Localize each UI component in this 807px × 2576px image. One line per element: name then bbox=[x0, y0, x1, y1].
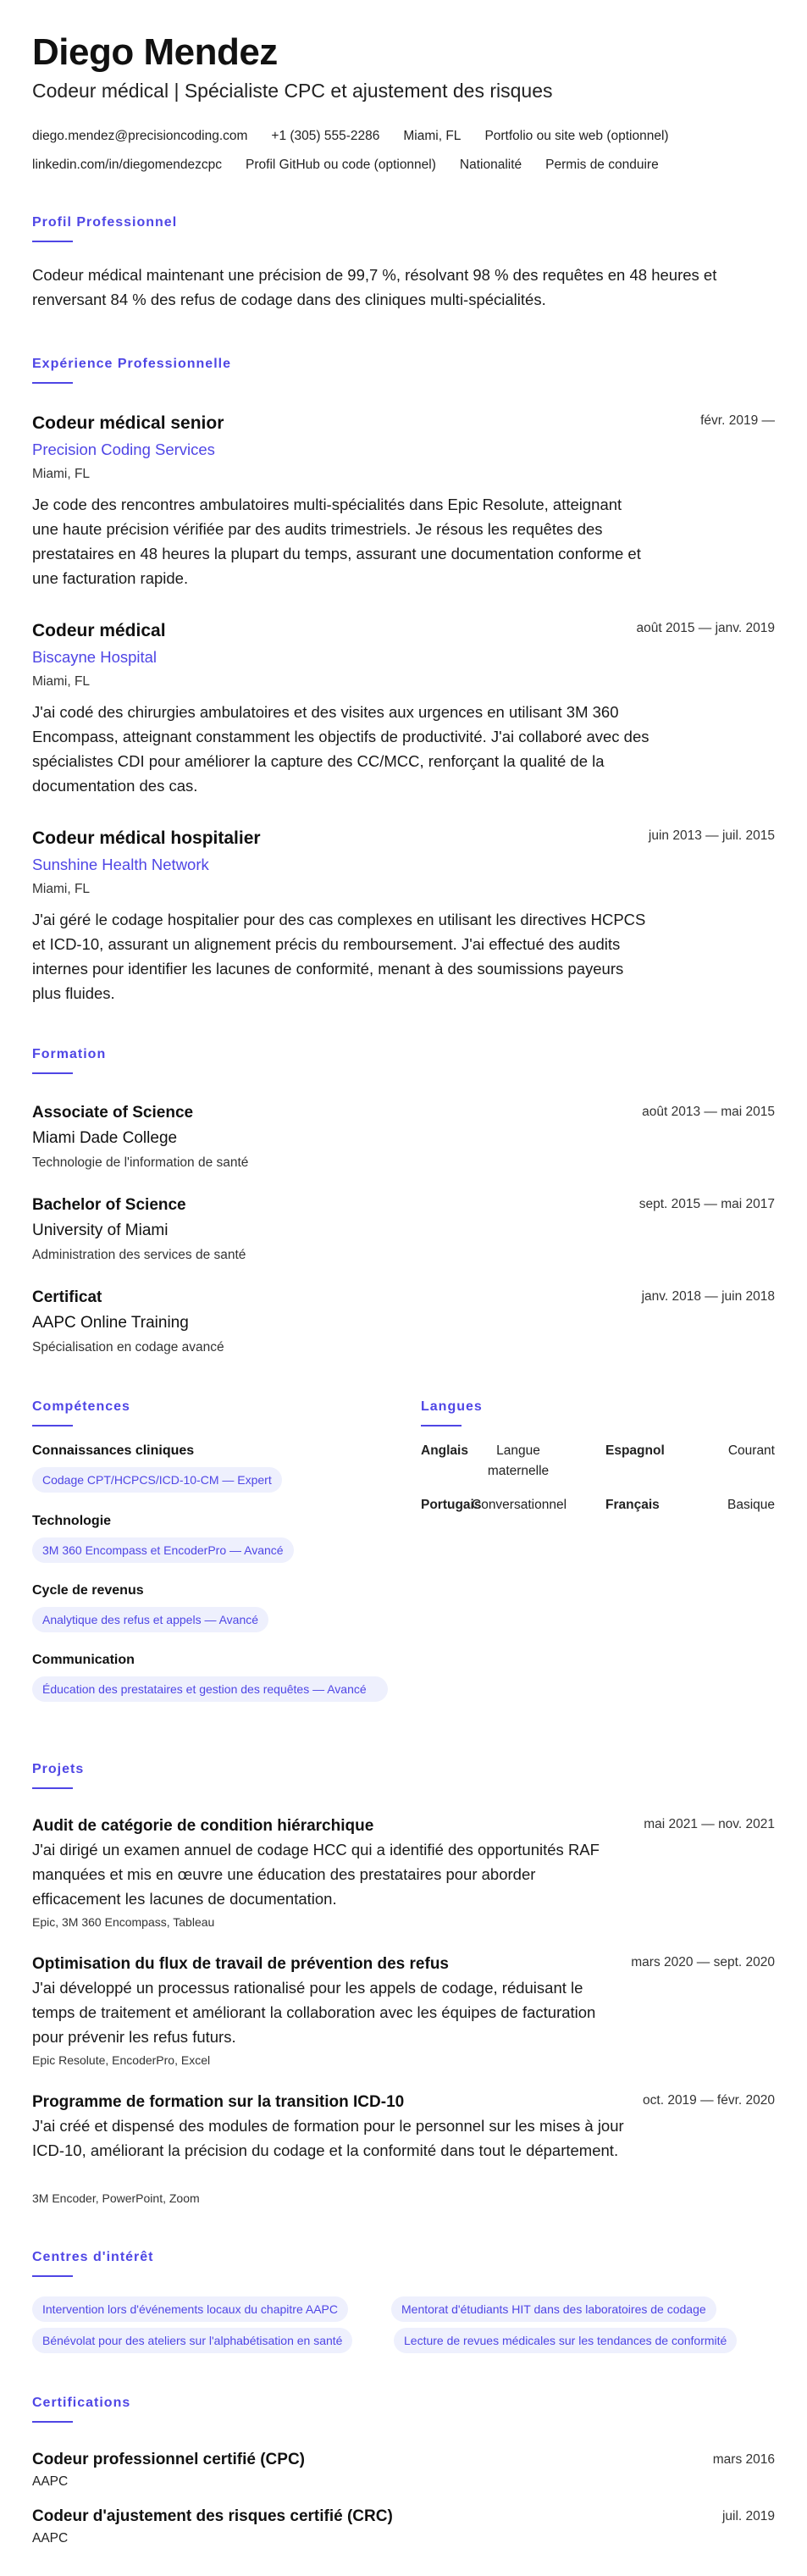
profile-summary: Codeur médical maintenant une précision de 99,7 %, résolvant 98 % des requêtes en 48 heures et renversant 84 % des refus de codage dans des cliniques multi-spécialités. bbox=[32, 266, 717, 308]
skill-category: Technologie bbox=[32, 1514, 112, 1528]
language-name: Portugais bbox=[421, 1498, 482, 1512]
contact-license: Permis de conduire bbox=[545, 158, 659, 172]
language-level: Conversationnel bbox=[472, 1498, 567, 1512]
languages-section-title: Langues bbox=[421, 1399, 483, 1414]
interest-tag: Bénévolat pour des ateliers sur l'alphabétisation en santé bbox=[32, 2328, 352, 2353]
projects-section-title: Projets bbox=[32, 1762, 85, 1776]
edu-field: Spécialisation en codage avancé bbox=[32, 1340, 224, 1354]
interests-section-title: Centres d'intérêt bbox=[32, 2250, 154, 2264]
section-divider bbox=[32, 2421, 73, 2423]
job-description: J'ai géré le codage hospitalier pour des cas complexes en utilisant les directives HCPCS et ICD-10, assurant un alignement précis du remboursement. J'ai effectué des audits internes pour identifier les lacunes de conformité, menant à des soumissions payeurs plus fluides. bbox=[32, 911, 646, 1002]
section-divider bbox=[32, 1425, 73, 1426]
project-title: Audit de catégorie de condition hiérarchique bbox=[32, 1817, 374, 1835]
candidate-headline: Codeur médical | Spécialiste CPC et ajustement des risques bbox=[32, 80, 553, 102]
cert-org: AAPC bbox=[32, 2474, 69, 2489]
edu-field: Technologie de l'information de santé bbox=[32, 1155, 249, 1170]
job-title: Codeur médical bbox=[32, 621, 166, 640]
job-date: juin 2013 — juil. 2015 bbox=[648, 828, 775, 843]
project-tools: Epic Resolute, EncoderPro, Excel bbox=[32, 2053, 211, 2067]
project-tools: 3M Encoder, PowerPoint, Zoom bbox=[32, 2191, 200, 2205]
cert-date: mars 2016 bbox=[712, 2452, 775, 2467]
contact-github[interactable]: Profil GitHub ou code (optionnel) bbox=[246, 158, 436, 172]
edu-date: sept. 2015 — mai 2017 bbox=[638, 1197, 775, 1211]
project-date: mars 2020 — sept. 2020 bbox=[631, 1955, 775, 1969]
language-name: Français bbox=[605, 1498, 660, 1512]
skill-tag: Codage CPT/HCPCS/ICD-10-CM — Expert bbox=[32, 1467, 282, 1493]
profile-section-title: Profil Professionnel bbox=[32, 215, 178, 230]
job-description: J'ai codé des chirurgies ambulatoires et des visites aux urgences en utilisant 3M 360 Encompass, atteignant constamment les objectifs de productivité. J'ai collaboré avec des spécialistes CDI pour améliorer la capture des CC/MCC, renforçant la qualité de la documentation des cas. bbox=[32, 703, 649, 795]
contact-nationality: Nationalité bbox=[459, 158, 522, 172]
contact-location: Miami, FL bbox=[403, 129, 462, 143]
cert-org: AAPC bbox=[32, 2531, 69, 2546]
education-section-title: Formation bbox=[32, 1047, 107, 1061]
section-divider bbox=[32, 1072, 73, 1074]
project-title: Programme de formation sur la transition ICD-10 bbox=[32, 2093, 405, 2111]
section-divider bbox=[32, 241, 73, 242]
skill-tag: Analytique des refus et appels — Avancé bbox=[32, 1607, 268, 1632]
skill-category: Communication bbox=[32, 1653, 135, 1667]
language-level: Basique bbox=[727, 1498, 775, 1512]
skill-tag: Éducation des prestataires et gestion des requêtes — Avancé bbox=[32, 1676, 388, 1702]
project-date: oct. 2019 — févr. 2020 bbox=[643, 2093, 775, 2108]
project-description: J'ai développé un processus rationalisé pour les appels de codage, réduisant le temps de traitement et améliorant la collaboration avec les équipes de facturation pour prévenir les refus futurs. bbox=[32, 1979, 596, 2046]
job-company: Biscayne Hospital bbox=[32, 648, 158, 666]
section-divider bbox=[421, 1425, 462, 1426]
job-company: Precision Coding Services bbox=[32, 440, 215, 458]
project-tools: Epic, 3M 360 Encompass, Tableau bbox=[32, 1915, 215, 1929]
interest-tag: Mentorat d'étudiants HIT dans des laboratoires de codage bbox=[391, 2296, 716, 2322]
experience-section-title: Expérience Professionnelle bbox=[32, 357, 231, 371]
edu-degree: Certificat bbox=[32, 1288, 102, 1306]
skills-section-title: Compétences bbox=[32, 1399, 130, 1414]
project-date: mai 2021 — nov. 2021 bbox=[644, 1817, 775, 1831]
candidate-name: Diego Mendez bbox=[32, 31, 278, 73]
edu-degree: Associate of Science bbox=[32, 1104, 194, 1122]
job-date: févr. 2019 — bbox=[700, 413, 775, 428]
edu-field: Administration des services de santé bbox=[32, 1248, 246, 1262]
section-divider bbox=[32, 2275, 73, 2277]
job-location: Miami, FL bbox=[32, 674, 91, 689]
job-description: Je code des rencontres ambulatoires multi-spécialités dans Epic Resolute, atteignant une haute précision vérifiée par des audits trimestriels. Je résous les requêtes des prestataires en 48 heures la plupart du temps, assurant une documentation conforme et une facturation rapide. bbox=[32, 496, 641, 587]
skill-category: Connaissances cliniques bbox=[32, 1443, 195, 1458]
language-level: Courant bbox=[727, 1443, 775, 1458]
contact-linkedin[interactable]: linkedin.com/in/diegomendezcpc bbox=[32, 158, 223, 172]
job-company: Sunshine Health Network bbox=[32, 856, 209, 873]
interest-tag: Intervention lors d'événements locaux du chapitre AAPC bbox=[32, 2296, 348, 2322]
job-title: Codeur médical senior bbox=[32, 413, 224, 433]
language-level: Langue maternelle bbox=[487, 1443, 550, 1478]
interest-tag: Lecture de revues médicales sur les tendances de conformité bbox=[394, 2328, 737, 2353]
contact-phone[interactable]: +1 (305) 555-2286 bbox=[271, 129, 380, 143]
job-title: Codeur médical hospitalier bbox=[32, 828, 261, 848]
contact-list bbox=[32, 122, 777, 180]
project-description: J'ai dirigé un examen annuel de codage HCC qui a identifié des opportunités RAF manquées et mis en œuvre une éducation des prestataires pour aborder efficacement les lacunes de documentation. bbox=[32, 1841, 600, 1908]
edu-school: University of Miami bbox=[32, 1222, 169, 1239]
language-name: Espagnol bbox=[605, 1443, 665, 1458]
section-divider bbox=[32, 382, 73, 384]
project-description: J'ai créé et dispensé des modules de formation pour le personnel sur les mises à jour ICD-10, améliorant la précision du codage et la conformité dans tout le département. bbox=[32, 2117, 624, 2159]
certifications-section-title: Certifications bbox=[32, 2396, 131, 2410]
cert-name: Codeur d'ajustement des risques certifié (CRC) bbox=[32, 2507, 393, 2525]
edu-school: AAPC Online Training bbox=[32, 1314, 189, 1332]
contact-portfolio[interactable]: Portfolio ou site web (optionnel) bbox=[484, 129, 669, 143]
language-name: Anglais bbox=[421, 1443, 468, 1458]
cert-date: juil. 2019 bbox=[721, 2509, 775, 2523]
edu-school: Miami Dade College bbox=[32, 1129, 178, 1147]
project-title: Optimisation du flux de travail de prévention des refus bbox=[32, 1955, 449, 1973]
skill-category: Cycle de revenus bbox=[32, 1583, 144, 1598]
skill-tag: 3M 360 Encompass et EncoderPro — Avancé bbox=[32, 1537, 294, 1563]
job-location: Miami, FL bbox=[32, 882, 91, 896]
edu-degree: Bachelor of Science bbox=[32, 1196, 186, 1214]
edu-date: janv. 2018 — juin 2018 bbox=[641, 1289, 775, 1304]
job-location: Miami, FL bbox=[32, 467, 91, 481]
edu-date: août 2013 — mai 2015 bbox=[642, 1105, 775, 1119]
job-date: août 2015 — janv. 2019 bbox=[636, 621, 775, 635]
cert-name: Codeur professionnel certifié (CPC) bbox=[32, 2451, 305, 2468]
contact-email[interactable]: diego.mendez@precisioncoding.com bbox=[32, 129, 248, 143]
section-divider bbox=[32, 1787, 73, 1789]
